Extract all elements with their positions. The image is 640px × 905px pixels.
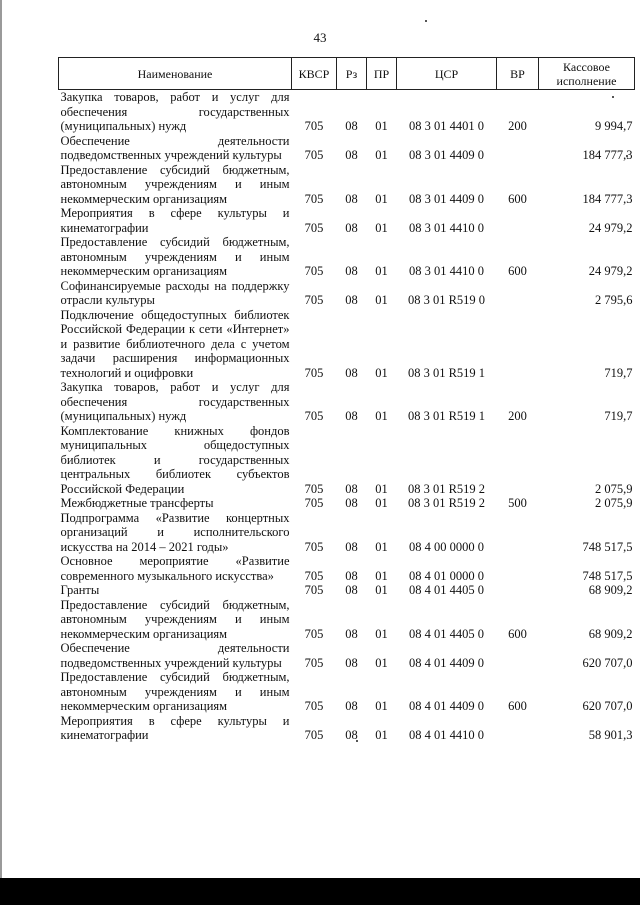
row-vr: 600 (508, 699, 527, 713)
table-row (59, 554, 635, 583)
row-vr (497, 641, 539, 670)
row-vr: 600 (508, 264, 527, 278)
row-amount: 9 994,7 (595, 119, 633, 133)
row-kvsr: 705 (304, 655, 324, 670)
row-amount: 68 909,2 (588, 626, 633, 641)
row-pr: 01 (375, 365, 388, 380)
row-rz: 08 (345, 119, 358, 133)
row-name: Предоставление субсидий бюджетным, автономным учреждениям и иным некоммерческим организациям (60, 235, 290, 278)
row-rz: 08 (345, 293, 358, 307)
row-pr: 01 (375, 496, 388, 510)
row-vr (497, 554, 539, 583)
row-name: Подпрограмма «Развитие концертных организаций и исполнительского искусства на 2014 – 2021 годы» (60, 510, 290, 554)
table-row (59, 670, 635, 714)
table-row (59, 308, 635, 381)
header-pr: ПР (367, 58, 397, 90)
row-rz: 08 (345, 220, 358, 235)
row-pr: 01 (375, 481, 388, 496)
scan-speck (425, 20, 427, 22)
row-name: Основное мероприятие «Развитие современного музыкального искусства» (60, 554, 290, 583)
row-kvsr: 705 (304, 365, 324, 380)
row-amount: 24 979,2 (588, 220, 633, 235)
table-row (59, 714, 635, 743)
row-rz: 08 (345, 583, 358, 597)
row-vr: 500 (508, 496, 527, 510)
row-pr: 01 (375, 728, 388, 742)
row-amount: 2 075,9 (595, 481, 633, 496)
row-vr (497, 583, 539, 598)
table-row (59, 496, 635, 511)
row-rz: 08 (345, 409, 358, 423)
row-rz: 08 (345, 655, 358, 670)
row-kvsr: 705 (304, 481, 324, 496)
row-amount: 719,7 (604, 365, 633, 380)
row-amount: 184 777,3 (582, 148, 633, 162)
row-vr (497, 134, 539, 163)
table-row (59, 235, 635, 279)
header-rz: Рз (337, 58, 367, 90)
row-csr: 08 3 01 R519 2 (407, 481, 486, 496)
row-pr: 01 (375, 699, 388, 713)
row-vr: 200 (508, 409, 527, 423)
row-rz: 08 (345, 148, 358, 162)
scan-bottom-border (0, 878, 640, 905)
row-name: Комплектование книжных фондов муниципальных общедоступных библиотек и государственных центральных библиотек субъектов Российской Федерации (60, 423, 290, 496)
header-kvsr: КВСР (292, 58, 337, 90)
row-csr: 08 3 01 R519 1 (407, 365, 486, 380)
row-csr: 08 3 01 4409 0 (409, 148, 484, 162)
table-row (59, 380, 635, 424)
row-name: Межбюджетные трансферты (60, 496, 214, 510)
row-name: Мероприятия в сфере культуры и кинематографии (60, 713, 290, 742)
header-csr: ЦСР (397, 58, 497, 90)
row-csr: 08 4 01 4405 0 (409, 583, 484, 597)
row-pr: 01 (375, 148, 388, 162)
row-kvsr: 705 (304, 119, 324, 133)
header-vr: ВР (497, 58, 539, 90)
row-rz: 08 (345, 496, 358, 510)
row-rz: 08 (345, 191, 358, 206)
row-csr: 08 3 01 R519 0 (407, 293, 486, 307)
table-row (59, 641, 635, 670)
row-vr (497, 714, 539, 743)
row-kvsr: 705 (304, 699, 324, 713)
table-header-row (59, 58, 635, 90)
row-name: Подключение общедоступных библиотек Российской Федерации к сети «Интернет» и развитие библиотечного дела с учетом задачи расширения информационных технологий и оцифровки (60, 307, 290, 380)
table-row (59, 583, 635, 598)
row-pr: 01 (375, 583, 388, 597)
row-name: Гранты (60, 583, 100, 597)
row-csr: 08 4 01 4410 0 (409, 728, 484, 742)
row-kvsr: 705 (304, 568, 324, 583)
page-number: 43 (313, 30, 327, 45)
row-csr: 08 4 00 0000 0 (409, 539, 484, 554)
row-name: Предоставление субсидий бюджетным, автономным учреждениям и иным некоммерческим организациям (60, 597, 290, 641)
row-kvsr: 705 (304, 496, 324, 510)
row-amount: 2 795,6 (595, 293, 633, 307)
table-row (59, 598, 635, 642)
row-csr: 08 4 01 4409 0 (409, 699, 484, 713)
row-csr: 08 3 01 4410 0 (409, 220, 484, 235)
row-rz: 08 (345, 568, 358, 583)
row-vr: 600 (508, 626, 527, 641)
scan-left-edge (0, 0, 2, 878)
row-kvsr: 705 (304, 539, 324, 554)
row-rz: 08 (345, 699, 358, 713)
row-amount: 68 909,2 (588, 583, 633, 597)
row-vr (497, 279, 539, 308)
table-row (59, 424, 635, 497)
row-amount: 620 707,0 (582, 699, 633, 713)
row-rz: 08 (345, 626, 358, 641)
row-kvsr: 705 (304, 264, 324, 278)
row-amount: 58 901,3 (588, 728, 633, 742)
table-row (59, 90, 635, 134)
row-amount: 184 777,3 (582, 191, 633, 206)
row-pr: 01 (375, 119, 388, 133)
row-csr: 08 3 01 R519 2 (407, 496, 486, 510)
row-vr: 200 (508, 119, 527, 133)
row-rz: 08 (345, 728, 358, 742)
row-name: Обеспечение деятельности подведомственных учреждений культуры (60, 641, 290, 670)
table-row (59, 511, 635, 555)
table-row (59, 206, 635, 235)
row-name: Предоставление субсидий бюджетным, автономным учреждениям и иным некоммерческим организациям (60, 162, 290, 206)
row-csr: 08 3 01 4410 0 (409, 264, 484, 278)
row-pr: 01 (375, 293, 388, 307)
row-pr: 01 (375, 626, 388, 641)
row-vr (497, 308, 539, 381)
table-row (59, 279, 635, 308)
row-name: Обеспечение деятельности подведомственных учреждений культуры (60, 133, 290, 162)
row-pr: 01 (375, 539, 388, 554)
row-csr: 08 3 01 R519 1 (407, 409, 486, 423)
row-name: Закупка товаров, работ и услуг для обеспечения государственных (муниципальных) нужд (60, 90, 290, 133)
row-name: Закупка товаров, работ и услуг для обеспечения государственных (муниципальных) нужд (60, 380, 290, 423)
row-kvsr: 705 (304, 293, 324, 307)
row-amount: 24 979,2 (588, 264, 633, 278)
row-rz: 08 (345, 539, 358, 554)
table-row (59, 163, 635, 207)
row-csr: 08 4 01 4405 0 (409, 626, 484, 641)
row-amount: 748 517,5 (582, 568, 633, 583)
row-pr: 01 (375, 191, 388, 206)
row-csr: 08 3 01 4409 0 (409, 191, 484, 206)
row-amount: 620 707,0 (582, 655, 633, 670)
row-name: Мероприятия в сфере культуры и кинематографии (60, 206, 290, 235)
row-vr (497, 511, 539, 555)
row-name: Предоставление субсидий бюджетным, автономным учреждениям и иным некоммерческим организациям (60, 670, 290, 713)
row-vr: 600 (508, 191, 527, 206)
row-pr: 01 (375, 568, 388, 583)
row-pr: 01 (375, 409, 388, 423)
row-kvsr: 705 (304, 191, 324, 206)
row-pr: 01 (375, 264, 388, 278)
row-amount: 2 075,9 (595, 496, 633, 510)
row-kvsr: 705 (304, 409, 324, 423)
row-amount: 748 517,5 (582, 539, 633, 554)
row-kvsr: 705 (304, 626, 324, 641)
row-kvsr: 705 (304, 220, 324, 235)
row-rz: 08 (345, 481, 358, 496)
row-kvsr: 705 (304, 148, 324, 162)
row-csr: 08 4 01 4409 0 (409, 655, 484, 670)
table-row (59, 134, 635, 163)
row-rz: 08 (345, 365, 358, 380)
row-vr (497, 206, 539, 235)
row-vr (497, 424, 539, 497)
header-name: Наименование (59, 58, 292, 90)
row-amount: 719,7 (604, 409, 633, 423)
row-name: Софинансируемые расходы на поддержку отрасли культуры (60, 278, 290, 307)
header-amount: Кассовое исполнение (539, 58, 635, 90)
budget-execution-table (58, 57, 635, 743)
row-rz: 08 (345, 264, 358, 278)
row-csr: 08 3 01 4401 0 (409, 119, 484, 133)
row-pr: 01 (375, 220, 388, 235)
row-kvsr: 705 (304, 583, 324, 597)
row-pr: 01 (375, 655, 388, 670)
row-csr: 08 4 01 0000 0 (409, 568, 484, 583)
row-kvsr: 705 (304, 728, 324, 742)
